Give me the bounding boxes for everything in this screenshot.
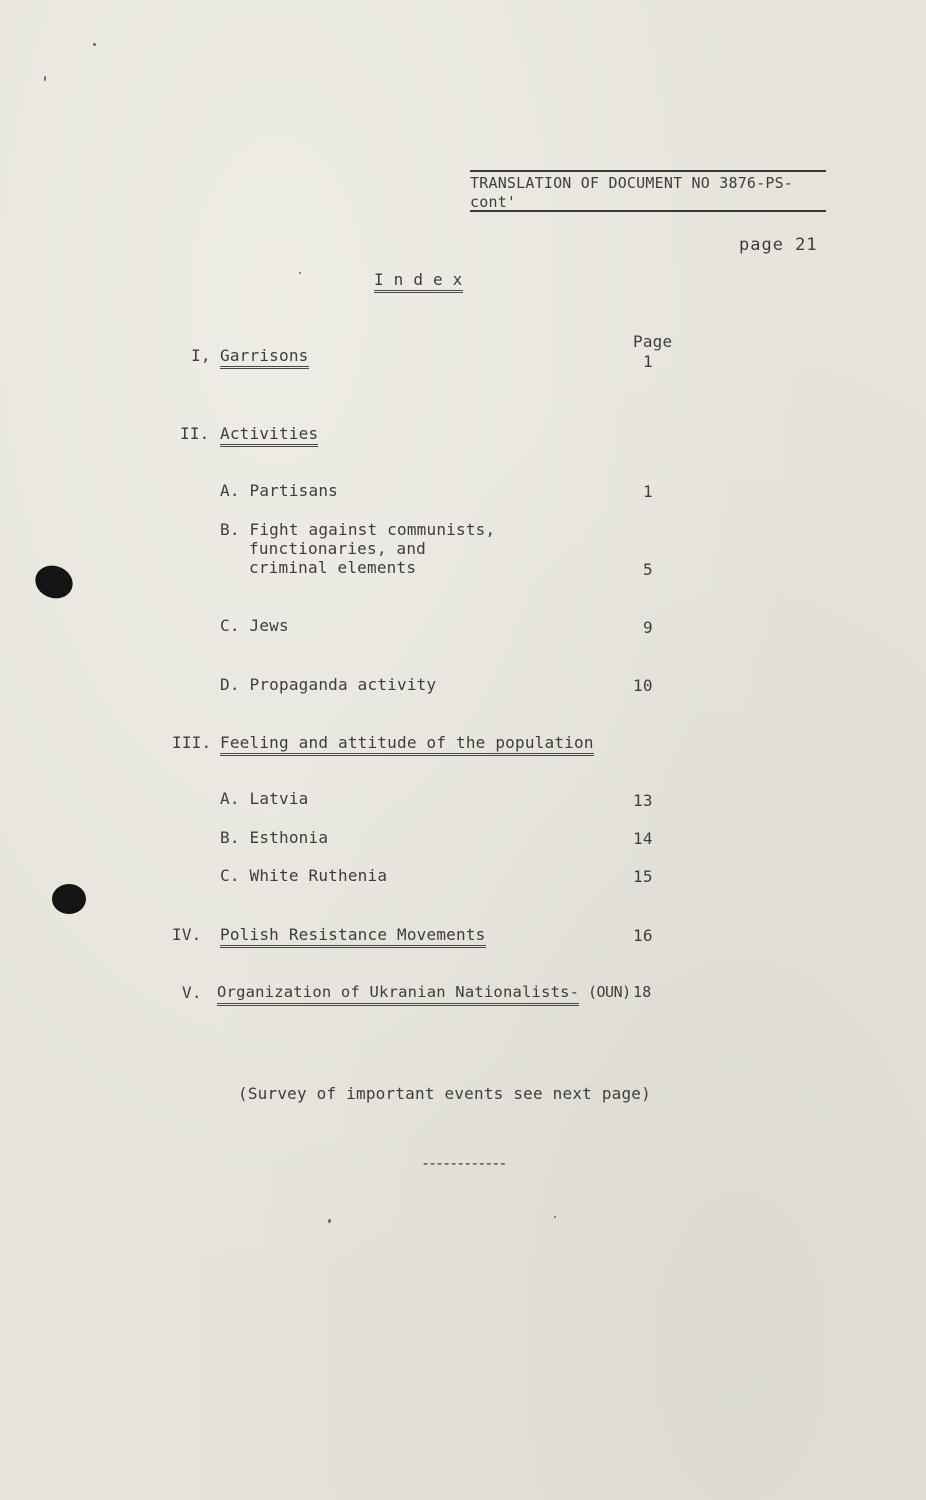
header-bottom-rule bbox=[470, 210, 826, 212]
subsection-entry: C. White Ruthenia bbox=[220, 866, 388, 885]
subsection-entry-cont: criminal elements bbox=[249, 558, 417, 577]
document-header: TRANSLATION OF DOCUMENT NO 3876-PS- bbox=[470, 174, 794, 192]
paper-speck bbox=[44, 76, 46, 81]
page-number: page 21 bbox=[739, 235, 818, 255]
subsection-entry: B. Esthonia bbox=[220, 828, 329, 847]
subsection-entry: C. Jews bbox=[220, 616, 289, 635]
paper-speck bbox=[93, 43, 96, 46]
subsection-page: 1 bbox=[643, 482, 653, 501]
section-title: Garrisons bbox=[220, 346, 309, 369]
subsection-page: 5 bbox=[643, 560, 653, 579]
subsection-entry: A. Latvia bbox=[220, 789, 309, 808]
paper-speck bbox=[554, 1216, 556, 1218]
subsection-page: 10 bbox=[633, 676, 653, 695]
section-numeral: V. bbox=[182, 983, 202, 1002]
section-page: 1 bbox=[643, 352, 653, 371]
index-title: I n d e x bbox=[374, 270, 463, 293]
document-header-cont: cont' bbox=[470, 193, 517, 211]
subsection-entry: A. Partisans bbox=[220, 481, 338, 500]
section-title: Polish Resistance Movements bbox=[220, 925, 486, 948]
section-title: Organization of Ukranian Nationalists- bbox=[217, 983, 579, 1006]
survey-note: (Survey of important events see next page) bbox=[238, 1084, 651, 1103]
section-page: 18 bbox=[633, 983, 652, 1001]
subsection-entry: D. Propaganda activity bbox=[220, 675, 437, 694]
subsection-entry-cont: functionaries, and bbox=[249, 539, 426, 558]
paper-speck bbox=[299, 272, 301, 274]
section-title: Activities bbox=[220, 424, 318, 447]
closing-dashes: ------------ bbox=[421, 1154, 506, 1172]
section-page: 16 bbox=[633, 926, 653, 945]
section-numeral: I, bbox=[191, 346, 211, 365]
subsection-page: 15 bbox=[633, 867, 653, 886]
section-numeral: II. bbox=[180, 424, 210, 443]
subsection-page: 14 bbox=[633, 829, 653, 848]
section-title-suffix: (OUN) bbox=[588, 983, 631, 1001]
section-title: Feeling and attitude of the population bbox=[220, 733, 594, 756]
header-top-rule bbox=[470, 170, 826, 172]
subsection-entry: B. Fight against communists, bbox=[220, 520, 496, 539]
punch-hole bbox=[31, 560, 78, 603]
subsection-page: 13 bbox=[633, 791, 653, 810]
section-numeral: IV. bbox=[172, 925, 202, 944]
punch-hole bbox=[52, 884, 86, 914]
section-numeral: III. bbox=[172, 733, 212, 752]
subsection-page: 9 bbox=[643, 618, 653, 637]
page-column-header: Page bbox=[633, 332, 673, 351]
paper-speck bbox=[328, 1219, 331, 1223]
